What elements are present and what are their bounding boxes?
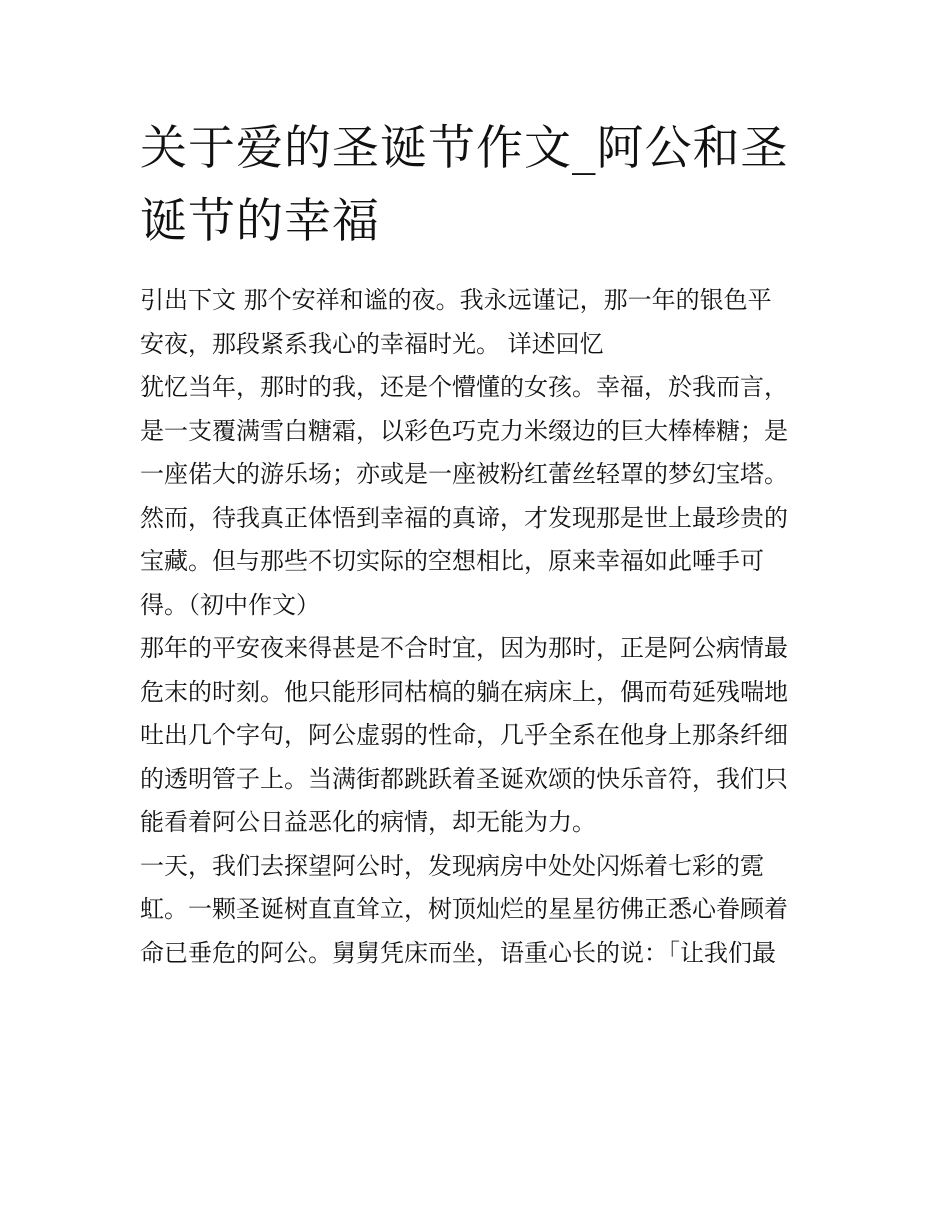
body-line: 命已垂危的阿公。舅舅凭床而坐，语重心长的说：「让我们最	[140, 938, 776, 967]
title-line: 关于爱的圣诞节作文_阿公和圣	[140, 121, 789, 176]
body-line: 的透明管子上。当满街都跳跃着圣诞欢颂的快乐音符，我们只	[140, 764, 788, 793]
body-line: 引出下文 那个安祥和谧的夜。我永远谨记，那一年的银色平	[140, 286, 772, 314]
body-line: 犹忆当年，那时的我，还是个懵懂的女孩。幸福，於我而言，	[140, 373, 788, 401]
body-line: 得。（初中作文）	[140, 590, 320, 619]
body-line: 安夜，那段紧系我心的幸福时光。 详述回忆	[140, 329, 604, 358]
document-title	[140, 112, 820, 258]
body-line: 一天，我们去探望阿公时，发现病房中处处闪烁着七彩的霓	[140, 851, 764, 880]
body-line: 宝藏。但与那些不切实际的空想相比，原来幸福如此唾手可	[140, 547, 764, 575]
title-line: 诞节的幸福	[140, 194, 380, 249]
body-line: 一座偌大的游乐场；亦或是一座被粉红蕾丝轻罩的梦幻宝塔。	[140, 460, 788, 488]
body-line: 然而，待我真正体悟到幸福的真谛，才发现那是世上最珍贵的	[140, 503, 788, 532]
body-line: 那年的平安夜来得甚是不合时宜，因为那时，正是阿公病情最	[140, 634, 788, 662]
body-line: 虹。一颗圣诞树直直耸立，树顶灿烂的星星彷佛正悉心眷顾着	[140, 895, 788, 923]
body-line: 是一支覆满雪白糖霜，以彩色巧克力米缀边的巨大棒棒糖；是	[140, 416, 788, 445]
body-line: 危末的时刻。他只能形同枯槁的躺在病床上，偶而苟延残喘地	[140, 677, 788, 706]
body-line: 能看着阿公日益恶化的病情，却无能为力。	[140, 808, 596, 836]
document-body	[140, 279, 820, 975]
body-line: 吐出几个字句，阿公虚弱的性命，几乎全系在他身上那条纤细	[140, 721, 788, 749]
